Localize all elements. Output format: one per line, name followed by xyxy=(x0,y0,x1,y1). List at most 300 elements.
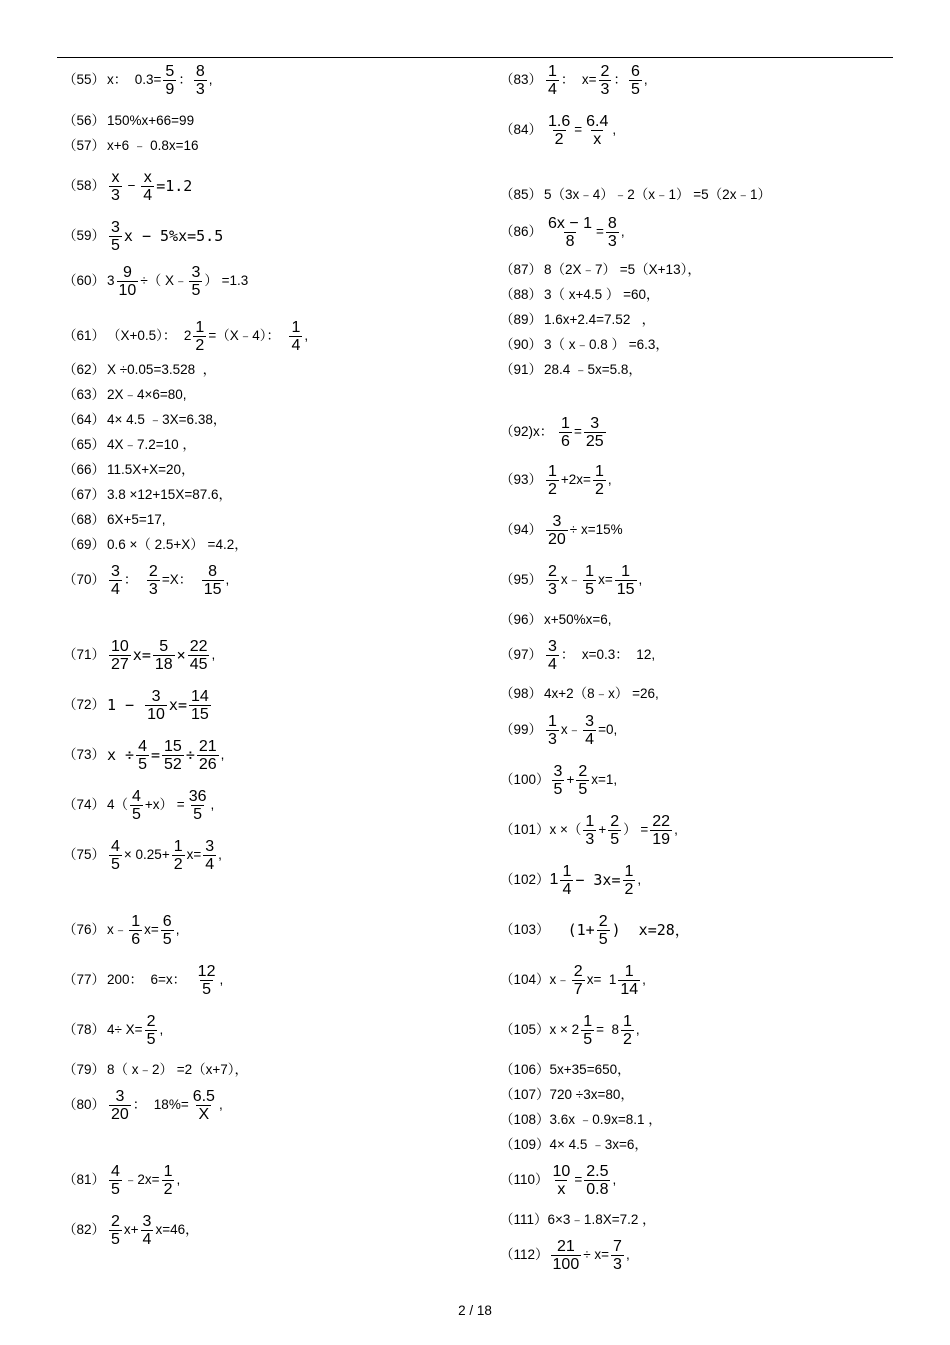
fraction xyxy=(172,838,185,873)
problem-number: （74） xyxy=(63,797,106,812)
problem-number: （58） xyxy=(63,178,106,193)
denominator: 4 xyxy=(143,186,153,204)
equation xyxy=(107,838,222,873)
fraction xyxy=(188,638,210,673)
equation-text: 1.6x+2.4=7.52 ， xyxy=(544,312,656,327)
equation-text: ： x= xyxy=(560,72,597,87)
fraction xyxy=(606,215,619,250)
denominator: 15 xyxy=(190,705,209,723)
numerator: 1 xyxy=(585,562,595,580)
equation-text: ） = xyxy=(623,822,649,837)
equation-text: +2x= xyxy=(560,472,591,487)
numerator: 22 xyxy=(652,812,671,830)
equation xyxy=(548,1212,656,1228)
numerator: 1 xyxy=(548,462,557,480)
equation-item xyxy=(63,638,215,672)
problem-number: （103） xyxy=(500,922,550,937)
equation-text: = 8 xyxy=(596,1022,619,1037)
equation-text: ： 18%= xyxy=(132,1097,189,1112)
equation-text: = xyxy=(573,424,582,439)
problem-number: （79） xyxy=(63,1062,106,1077)
problem-number: （68） xyxy=(63,512,106,527)
equation-item xyxy=(63,963,223,997)
fraction xyxy=(629,63,642,98)
equation xyxy=(544,187,771,203)
equation-text: + xyxy=(598,822,607,837)
numerator: 1 xyxy=(548,712,557,730)
equation-item xyxy=(500,178,771,212)
numerator: 12 xyxy=(197,962,216,980)
problem-number: （71） xyxy=(63,647,106,662)
equation-text: (1+ xyxy=(549,921,595,939)
equation-item xyxy=(63,1053,248,1087)
equation-item xyxy=(500,1163,616,1197)
equation-text: x= xyxy=(168,696,187,714)
equation-text: , xyxy=(304,328,309,343)
fraction xyxy=(572,963,585,998)
equation-item xyxy=(63,1013,163,1047)
problem-number: （73） xyxy=(63,747,106,762)
equation-text: 4× 4.5 ﹣3x=6， xyxy=(549,1137,648,1152)
equation-text: , xyxy=(637,872,642,887)
denominator: 4 xyxy=(142,1230,152,1248)
equation-text: 5（3x﹣4）﹣2（x﹣1） =5（2x﹣1） xyxy=(544,187,771,202)
equation-text: 4× 4.5 ﹣3X=6.38， xyxy=(107,412,227,427)
problem-number: （105） xyxy=(500,1022,550,1037)
equation-item xyxy=(500,1013,640,1047)
equation xyxy=(550,913,690,948)
equation xyxy=(107,412,226,428)
equation-text: , xyxy=(175,922,180,937)
fraction xyxy=(109,219,122,254)
equation-text xyxy=(553,424,557,440)
equation-item xyxy=(63,738,224,772)
equation-item xyxy=(63,1213,199,1247)
equation-text: 4（ xyxy=(107,797,129,812)
problem-number: （110） xyxy=(500,1172,549,1187)
equation-text: , xyxy=(620,224,625,239)
problem-number: （97） xyxy=(500,647,543,662)
denominator: 15 xyxy=(203,580,222,598)
equation xyxy=(544,63,648,98)
denominator: 100 xyxy=(552,1255,580,1273)
fraction xyxy=(615,563,637,598)
numerator: 3 xyxy=(553,762,563,780)
problem-number: （77） xyxy=(63,972,106,987)
denominator: 27 xyxy=(111,655,129,673)
fraction xyxy=(584,415,606,450)
equation-text: x﹣ xyxy=(560,572,582,587)
numerator: 3 xyxy=(142,1212,152,1230)
equation xyxy=(107,264,248,299)
denominator: 5 xyxy=(610,830,620,848)
numerator: 3 xyxy=(151,687,161,705)
equation xyxy=(107,319,308,354)
denominator: 5 xyxy=(202,980,212,998)
numerator: 22 xyxy=(189,637,208,655)
fraction xyxy=(189,264,202,299)
equation-item xyxy=(63,563,229,597)
equation-text: x= 1 xyxy=(586,972,617,987)
equation-text: = xyxy=(574,1172,583,1187)
equation-text: =0, xyxy=(598,722,618,737)
equation-text: , xyxy=(635,1022,640,1037)
problem-number: （61） xyxy=(63,328,106,343)
equation-text: × 0.25+ xyxy=(123,847,170,862)
equation-item xyxy=(63,838,222,872)
denominator: 4 xyxy=(585,730,595,748)
denominator: 20 xyxy=(111,1105,129,1123)
numerator: 10 xyxy=(552,1162,571,1180)
equation-text: , xyxy=(612,1172,617,1187)
denominator: 7 xyxy=(573,980,583,998)
fraction xyxy=(187,788,209,823)
equation-text: , xyxy=(642,972,646,987)
denominator: 5 xyxy=(585,580,595,598)
equation-item xyxy=(63,913,179,947)
numerator: 4 xyxy=(111,1162,120,1180)
numerator: 2 xyxy=(578,762,588,780)
equation xyxy=(107,1163,180,1198)
equation-text: 4x+2（8﹣x） =26, xyxy=(544,686,659,701)
equation-text: ﹣2x= xyxy=(123,1172,160,1187)
equation xyxy=(107,788,214,823)
equation-text: , xyxy=(218,847,222,862)
equation-text: 5x+35=650， xyxy=(549,1062,631,1077)
equation-text: ÷ xyxy=(185,746,195,764)
denominator: 3 xyxy=(613,1255,622,1273)
equation-text: , xyxy=(612,122,617,137)
denominator: 5 xyxy=(630,80,640,98)
denominator: 6 xyxy=(561,432,570,450)
fraction xyxy=(194,63,207,98)
fraction xyxy=(141,169,154,204)
equation-item xyxy=(63,319,308,353)
denominator: 18 xyxy=(154,655,173,673)
numerator: 7 xyxy=(613,1237,622,1255)
equation-text: ： xyxy=(123,572,145,587)
problem-number: （84） xyxy=(500,122,543,137)
numerator: 2 xyxy=(148,562,158,580)
denominator: 3 xyxy=(585,830,595,848)
equation-item xyxy=(63,219,223,253)
denominator: 3 xyxy=(195,80,205,98)
problem-number: （65） xyxy=(63,437,106,452)
numerator: 15 xyxy=(164,737,182,755)
equation xyxy=(107,113,194,129)
equation-text: ： xyxy=(178,72,192,87)
numerator: 8 xyxy=(195,62,205,80)
equation-text: , xyxy=(220,747,225,762)
numerator: 1 xyxy=(561,414,570,432)
numerator: 1 xyxy=(291,318,301,336)
equation-text: 11.5X+X=20， xyxy=(107,462,195,477)
equation-text: 150%x+66=99 xyxy=(107,113,195,128)
equation xyxy=(550,963,646,998)
problem-number: （89） xyxy=(500,312,543,327)
numerator: 5 xyxy=(165,62,175,80)
fraction xyxy=(623,863,636,898)
fraction xyxy=(191,1088,217,1123)
denominator: 8 xyxy=(565,232,575,250)
equation-text: （X+0.5）： 2 xyxy=(107,328,192,343)
denominator: 5 xyxy=(553,780,563,798)
equation xyxy=(107,963,223,998)
fraction xyxy=(202,563,224,598)
equation-text: , xyxy=(208,72,213,87)
problem-number: （63） xyxy=(63,387,106,402)
numerator: 4 xyxy=(138,737,147,755)
fraction xyxy=(546,113,572,148)
numerator: 2 xyxy=(610,812,620,830)
numerator: 6.4 xyxy=(586,112,609,130)
denominator: 52 xyxy=(164,755,182,773)
equation-text: x﹣ xyxy=(560,722,582,737)
fraction xyxy=(583,713,596,748)
equation-text: 3 xyxy=(107,273,115,288)
fraction xyxy=(559,415,572,450)
equation xyxy=(107,638,215,673)
denominator: 3 xyxy=(607,232,617,250)
equation-item xyxy=(500,513,623,547)
equation-text: 3（ x﹣0.8 ） =6.3， xyxy=(544,337,669,352)
equation-text: x﹣ xyxy=(107,922,128,937)
equation-text: + xyxy=(566,772,575,787)
equation-text: 3.8 ×12+15X=87.6， xyxy=(107,487,232,502)
problem-number: （82） xyxy=(63,1222,106,1237)
fraction xyxy=(162,1163,175,1198)
equation xyxy=(544,686,659,702)
equation-text: , xyxy=(211,647,216,662)
equation-text: 2X﹣4×6=80, xyxy=(107,387,187,402)
equation-text: 3（ x+4.5 ） =60， xyxy=(544,287,660,302)
fraction xyxy=(546,638,559,673)
numerator: 1 xyxy=(624,862,634,880)
equation xyxy=(107,1013,163,1048)
numerator: 1 xyxy=(195,318,205,336)
equation-text: x ÷ xyxy=(107,746,135,764)
fraction xyxy=(162,738,184,773)
equation xyxy=(550,1112,662,1128)
fraction xyxy=(551,1238,582,1273)
equation-text: =X： xyxy=(161,572,200,587)
denominator: 19 xyxy=(652,830,671,848)
equation-text: ÷ x=15% xyxy=(569,522,623,537)
equation-text: 8（ x﹣2） =2（x+7）， xyxy=(107,1062,249,1077)
numerator: 1 xyxy=(173,837,183,855)
numerator: 2 xyxy=(111,1212,120,1230)
fraction xyxy=(193,319,206,354)
problem-number: （90） xyxy=(500,337,543,352)
equation-text: x﹣ xyxy=(549,972,570,987)
equation-text: x=46， xyxy=(155,1222,199,1237)
denominator: 4 xyxy=(548,80,557,98)
problem-number: （75） xyxy=(63,847,106,862)
denominator: X xyxy=(198,1105,210,1123)
fraction xyxy=(546,463,559,498)
fraction xyxy=(584,113,610,148)
problem-number: （57） xyxy=(63,138,106,153)
numerator: 1 xyxy=(583,1012,593,1030)
denominator: 5 xyxy=(111,236,120,254)
fraction xyxy=(584,1163,610,1198)
equation xyxy=(107,462,195,478)
equation-text: , xyxy=(638,572,643,587)
problem-number: （88） xyxy=(500,287,543,302)
problem-number: （108） xyxy=(500,1112,550,1127)
fraction xyxy=(551,1163,573,1198)
equation xyxy=(107,362,216,378)
equation-text: ： xyxy=(613,72,627,87)
equation-text: ： x=0.3： 12, xyxy=(560,647,656,662)
denominator: 3 xyxy=(111,186,120,204)
numerator: 3 xyxy=(548,637,557,655)
fraction xyxy=(583,563,596,598)
fraction xyxy=(109,169,122,204)
fraction xyxy=(109,838,122,873)
denominator: 25 xyxy=(585,432,604,450)
fraction xyxy=(109,1088,131,1123)
equation xyxy=(544,463,612,498)
problem-number: （104） xyxy=(500,972,550,987)
denominator: 4 xyxy=(291,336,301,354)
numerator: 1 xyxy=(131,912,141,930)
numerator: 1 xyxy=(585,812,595,830)
equation-item xyxy=(500,638,655,672)
equation-text: +x） = xyxy=(144,797,185,812)
equation xyxy=(544,563,642,598)
equation xyxy=(107,387,187,403)
fraction xyxy=(583,813,596,848)
equation-item xyxy=(500,863,641,897)
denominator: x xyxy=(593,130,602,148)
problem-number: （78） xyxy=(63,1022,106,1037)
equation-text: , xyxy=(643,72,648,87)
problem-number: （101） xyxy=(500,822,550,837)
equation-item xyxy=(63,688,213,722)
numerator: 4 xyxy=(132,787,141,805)
equation-text: 28.4 ﹣5x=5.8， xyxy=(544,362,642,377)
denominator: 5 xyxy=(598,930,608,948)
equation xyxy=(549,1238,630,1273)
problem-number: （106） xyxy=(500,1062,550,1077)
equation xyxy=(550,863,642,898)
problem-number: （60） xyxy=(63,273,106,288)
numerator: 1 xyxy=(562,862,572,880)
fraction xyxy=(145,1013,158,1048)
numerator: 9 xyxy=(122,263,132,281)
fraction xyxy=(203,838,216,873)
equation-text: =（X﹣4）： xyxy=(208,328,288,343)
equation xyxy=(544,337,669,353)
equation-text: , xyxy=(159,1022,164,1037)
denominator: 3 xyxy=(148,580,158,598)
equation xyxy=(550,1062,631,1078)
equation-item xyxy=(500,963,646,997)
denominator: 0.8 xyxy=(586,1180,609,1198)
equation-item xyxy=(63,528,248,562)
numerator: 14 xyxy=(190,687,209,705)
problem-number: （96） xyxy=(500,612,543,627)
fraction xyxy=(197,738,219,773)
fraction xyxy=(599,63,612,98)
denominator: 2 xyxy=(554,130,564,148)
equation-text: ) x=28， xyxy=(611,921,690,939)
fraction xyxy=(117,264,139,299)
denominator: 3 xyxy=(548,730,557,748)
equation-item xyxy=(500,113,616,147)
equation-item xyxy=(500,1203,656,1237)
fraction xyxy=(136,738,149,773)
numerator: 8 xyxy=(607,214,617,232)
numerator: 21 xyxy=(198,737,217,755)
numerator: 10 xyxy=(111,637,129,655)
equation-text: ÷（ X﹣ xyxy=(140,273,188,288)
problem-number: （85） xyxy=(500,187,543,202)
numerator: 3 xyxy=(191,263,201,281)
denominator: 2 xyxy=(195,336,205,354)
denominator: 4 xyxy=(205,855,215,873)
numerator: 3 xyxy=(115,1087,125,1105)
numerator: 3 xyxy=(111,218,120,236)
equation-text: , xyxy=(625,1247,630,1262)
equation-text: x=1, xyxy=(591,772,618,787)
fraction xyxy=(109,1163,122,1198)
denominator: 3 xyxy=(600,80,610,98)
problem-number: （100） xyxy=(500,772,550,787)
equation xyxy=(107,138,199,154)
equation xyxy=(544,612,612,628)
equation xyxy=(550,1013,640,1048)
equation xyxy=(107,1062,248,1078)
problem-number: （69） xyxy=(63,537,106,552)
equation xyxy=(107,913,179,948)
denominator: 6 xyxy=(131,930,141,948)
denominator: 2 xyxy=(624,880,634,898)
equation xyxy=(107,63,212,98)
denominator: 2 xyxy=(548,480,557,498)
equation xyxy=(107,537,248,553)
denominator: 4 xyxy=(562,880,572,898)
numerator: 36 xyxy=(188,787,207,805)
equation-text: x= xyxy=(186,847,202,862)
equation-item xyxy=(63,264,248,298)
denominator: 4 xyxy=(111,580,120,598)
equation-text: = xyxy=(596,224,604,239)
numerator: 6x − 1 xyxy=(548,214,593,232)
numerator: 6 xyxy=(162,912,172,930)
denominator: 5 xyxy=(111,855,120,873)
problem-number: （67） xyxy=(63,487,106,502)
denominator: 4 xyxy=(548,655,557,673)
equation-item xyxy=(500,215,625,249)
problem-number: （64） xyxy=(63,412,106,427)
equation-item xyxy=(63,129,199,163)
problem-number: （91） xyxy=(500,362,543,377)
equation xyxy=(107,738,224,773)
fraction xyxy=(581,1013,594,1048)
problem-number: （81） xyxy=(63,1172,106,1187)
problem-number: （86） xyxy=(500,224,543,239)
fraction xyxy=(141,1213,154,1248)
equation xyxy=(544,362,642,378)
fraction xyxy=(161,913,174,948)
fraction xyxy=(597,913,610,948)
equation-text: 200： 6=x： xyxy=(107,972,194,987)
problem-number: （83） xyxy=(500,72,543,87)
fraction xyxy=(560,863,573,898)
equation-text: 1 xyxy=(549,871,559,888)
